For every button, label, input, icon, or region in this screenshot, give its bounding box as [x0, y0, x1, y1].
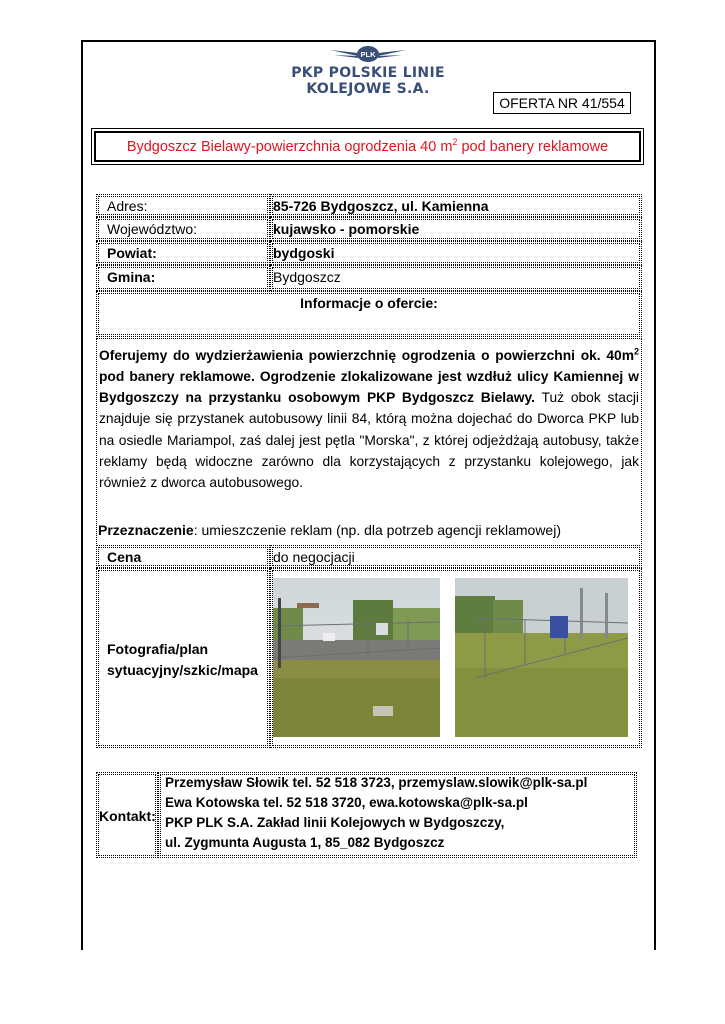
municipality-value: Bydgoszcz: [270, 265, 642, 291]
offer-title-box: [94, 131, 641, 162]
municipality-label: Gmina:: [96, 265, 270, 291]
offer-description: Oferujemy do wydzierżawienia powierzchnię ogrodzenia o powierzchni ok. $40m^2$ pod banery reklamowe. Ogrodzenie zlokalizowane jest wzdłuż ulicy Kamiennej w Bydgoszczy na przystanku osobowym PKP Bydgoszcz Bielawy. Tuż obok stacji znajduje się przystanek autobusowy linii 84, którą można dojechać do Dworca PKP lub na osiedle Mariampol, zaś dalej jest pętla "Morska", z której odjeżdżają autobusy, także reklamy będą widoczne zarówno dla korzystających z przystanku kolejowego, jak również z dworca autobusowego.: [99, 346, 639, 491]
address-label: Adres:: [96, 194, 270, 217]
contact-line-2: Ewa Kotowska tel. 52 518 3720, ewa.kotowska@plk-sa.pl: [165, 795, 528, 810]
county-value: bydgoski: [270, 241, 642, 265]
photo-label-cell: [96, 568, 270, 748]
contact-label: Kontakt:: [99, 808, 156, 824]
contact-details: [158, 772, 637, 858]
company-logo: [258, 44, 478, 97]
description-frame: [96, 338, 642, 544]
contact-label-cell: [96, 772, 158, 858]
logo-badge: PLK: [360, 50, 376, 59]
site-photo-2: [455, 578, 628, 737]
voivodeship-value: kujawsko - pomorskie: [270, 217, 642, 241]
purpose-line: Przeznaczenie: umieszczenie reklam (np. dla potrzeb agencji reklamowej): [98, 522, 561, 538]
plk-wings-logo: [328, 44, 408, 64]
info-heading: Informacje o ofercie:: [96, 291, 642, 337]
price-label: Cena: [96, 545, 270, 568]
address-value: 85-726 Bydgoszcz, ul. Kamienna: [270, 194, 642, 217]
offer-title: Bydgoszcz Bielawy-powierzchnia ogrodzenia 40 $m^2$ pod banery reklamowe: [126, 137, 609, 155]
photo-label: Fotografia/plan sytuacyjny/szkic/mapa: [107, 641, 258, 678]
site-photo-1: [273, 578, 440, 737]
contact-line-4: ul. Zygmunta Augusta 1, 85_082 Bydgoszcz: [165, 835, 445, 850]
price-value: do negocjacji: [270, 545, 642, 568]
voivodeship-label: Województwo:: [96, 217, 270, 241]
county-label: Powiat:: [96, 241, 270, 265]
contact-line-3: PKP PLK S.A. Zakład linii Kolejowych w Bydgoszczy,: [165, 815, 505, 830]
offer-number: OFERTA NR 41/554: [493, 92, 631, 114]
company-name: PKP POLSKIE LINIE KOLEJOWE S.A.: [291, 65, 445, 97]
contact-line-1: Przemysław Słowik tel. 52 518 3723, przemyslaw.slowik@plk-sa.pl: [165, 775, 588, 790]
